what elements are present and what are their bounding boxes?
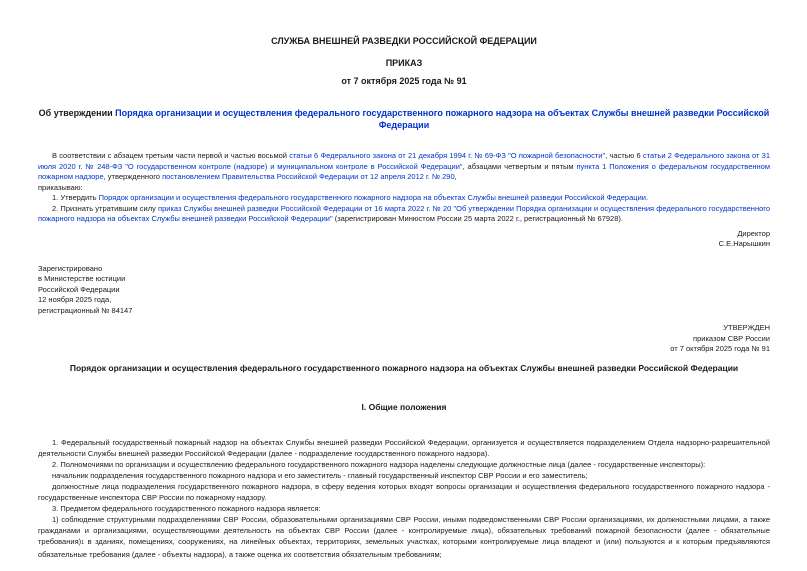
doc-text: . [645, 193, 649, 202]
doc-date-number-line: от 7 октября 2025 года № 91 [341, 76, 467, 86]
registration-block [38, 264, 770, 317]
doc-text: (зарегистрирован Минюстом России 25 марта 2022 г., регистрационный № 67928). [332, 214, 623, 223]
registration-line: регистрационный № 84147 [38, 305, 133, 315]
section-1-heading: I. Общие положения [361, 401, 447, 412]
approval-line: приказом СВР России [693, 333, 770, 343]
doc-text: 1. Утвердить [52, 193, 99, 202]
annex-paragraph-3: начальник подразделения государственного пожарного надзора и его заместитель - главный государственный инспектор СВР России и его заместитель; [52, 470, 588, 480]
doc-hyperlink[interactable]: Порядка организации и осуществления федерального государственного пожарного надзора на объектах Службы внешней разведки Российской Федерации [115, 108, 770, 130]
doc-text: , [454, 172, 457, 181]
doc-text: , частью 6 [605, 151, 643, 160]
annex-title: Порядок организации и осуществления федерального государственного пожарного надзора на объектах Службы внешней разведки Российской Федерации [69, 362, 739, 373]
registration-line: Российской Федерации [38, 284, 120, 294]
signature-block [38, 229, 770, 250]
approval-line: от 7 октября 2025 года № 91 [670, 344, 770, 353]
order-item-1 [38, 193, 770, 204]
doc-text: 2. Признать утратившим силу [52, 203, 159, 213]
doc-hyperlink[interactable]: статьи 2 Федерального закона от 31 июля 2020 г. № 248-ФЗ "О государственном контроле (надзоре) и муниципальном контроле в Российской Федерации" [38, 151, 770, 171]
doc-text: 1) соблюдение структурными подразделениями СВР России, образовательными организациями СВР России, иными подведомственными СВР России организациями, их должностными лицами, а также гражданами и организациями, осуществляющими деятельность на объектах СВР России (далее - контролируемые лица), обязательных требований пожарной безопасности (далее - обязательные требования) [38, 514, 770, 546]
annex-paragraph-5: 3. Предметом федерального государственного пожарного надзора является: [52, 503, 321, 513]
doc-hyperlink[interactable]: статьи 6 Федерального закона от 21 декабря 1994 г. № 69-ФЗ "О пожарной безопасности" [289, 151, 606, 160]
doc-text: Об утверждении [38, 108, 116, 118]
annex-paragraph-1: 1. Федеральный государственный пожарный надзор на объектах Службы внешней разведки Российской Федерации, организуется и осуществляется подразделением Отдела надзорно-разрешительной деятельности Службы внешней разведки Российской Федерации (далее - подразделение государственного пожарного надзора). [38, 437, 770, 458]
organization-name: СЛУЖБА ВНЕШНЕЙ РАЗВЕДКИ РОССИЙСКОЙ ФЕДЕРАЦИИ [271, 36, 537, 46]
doc-hyperlink[interactable]: постановлением Правительства Российской Федерации от 12 апреля 2012 г. № 290 [162, 172, 455, 181]
doc-hyperlink[interactable]: приказ Службы внешней разведки Российской Федерации от 16 марта 2022 г. № 20 "Об утверждении Порядка организации и осуществления федерального государственного пожарного надзора на объектах Службы внешней разведки Российской Федерации" [38, 203, 770, 223]
doc-text: в зданиях, помещениях, сооружениях, на линейных объектах, территориях, земельных участках, которыми контролируемые лица владеют и (или) пользуются и к которым предъявляются обязательные требования (далее - объекты надзора), а также оценка их соответствия обязательным требованиям; [38, 536, 770, 559]
registration-line: Зарегистрировано [38, 263, 103, 273]
preamble-paragraph [38, 151, 770, 183]
footnote-marker: 1 [81, 539, 85, 546]
doc-subject-title [38, 107, 770, 131]
order-item-2 [38, 204, 770, 225]
enacting-clause: приказываю: [38, 182, 83, 192]
registration-line: в Министерстве юстиции [38, 274, 126, 283]
doc-text: В соответствии с абзацем третьим части первой и частью восьмой [52, 151, 290, 160]
annex-paragraph-4: должностные лица подразделения государственного пожарного надзора, в сферу ведения которых входят вопросы организации и осуществления федерального государственного пожарного надзора - государственные инспектора СВР России по пожарному надзору. [38, 481, 770, 502]
doc-type-line: ПРИКАЗ [385, 58, 423, 68]
approval-block [38, 323, 770, 355]
doc-text: , утвержденного [103, 172, 163, 181]
doc-hyperlink[interactable]: пункта 1 Положения о федеральном государственном пожарном надзоре [38, 161, 770, 181]
annex-body [38, 437, 770, 560]
order-text-block [38, 151, 770, 225]
doc-text: , абзацами четвертым и пятым [462, 161, 577, 171]
doc-hyperlink[interactable]: Порядок организации и осуществления федерального государственного пожарного надзора на объектах Службы внешней разведки Российской Федерации [98, 193, 646, 202]
approval-line: УТВЕРЖДЕН [723, 323, 770, 332]
annex-paragraph-6 [38, 514, 770, 560]
signature-name: С.Е.Нарышкин [718, 239, 770, 248]
registration-line: 12 ноября 2025 года, [38, 295, 112, 304]
signature-position: Директор [737, 228, 770, 238]
annex-paragraph-2: 2. Полномочиями по организации и осуществлению федерального государственного пожарного надзора наделены следующие должностные лица (далее - государственные инспекторы): [52, 459, 706, 469]
